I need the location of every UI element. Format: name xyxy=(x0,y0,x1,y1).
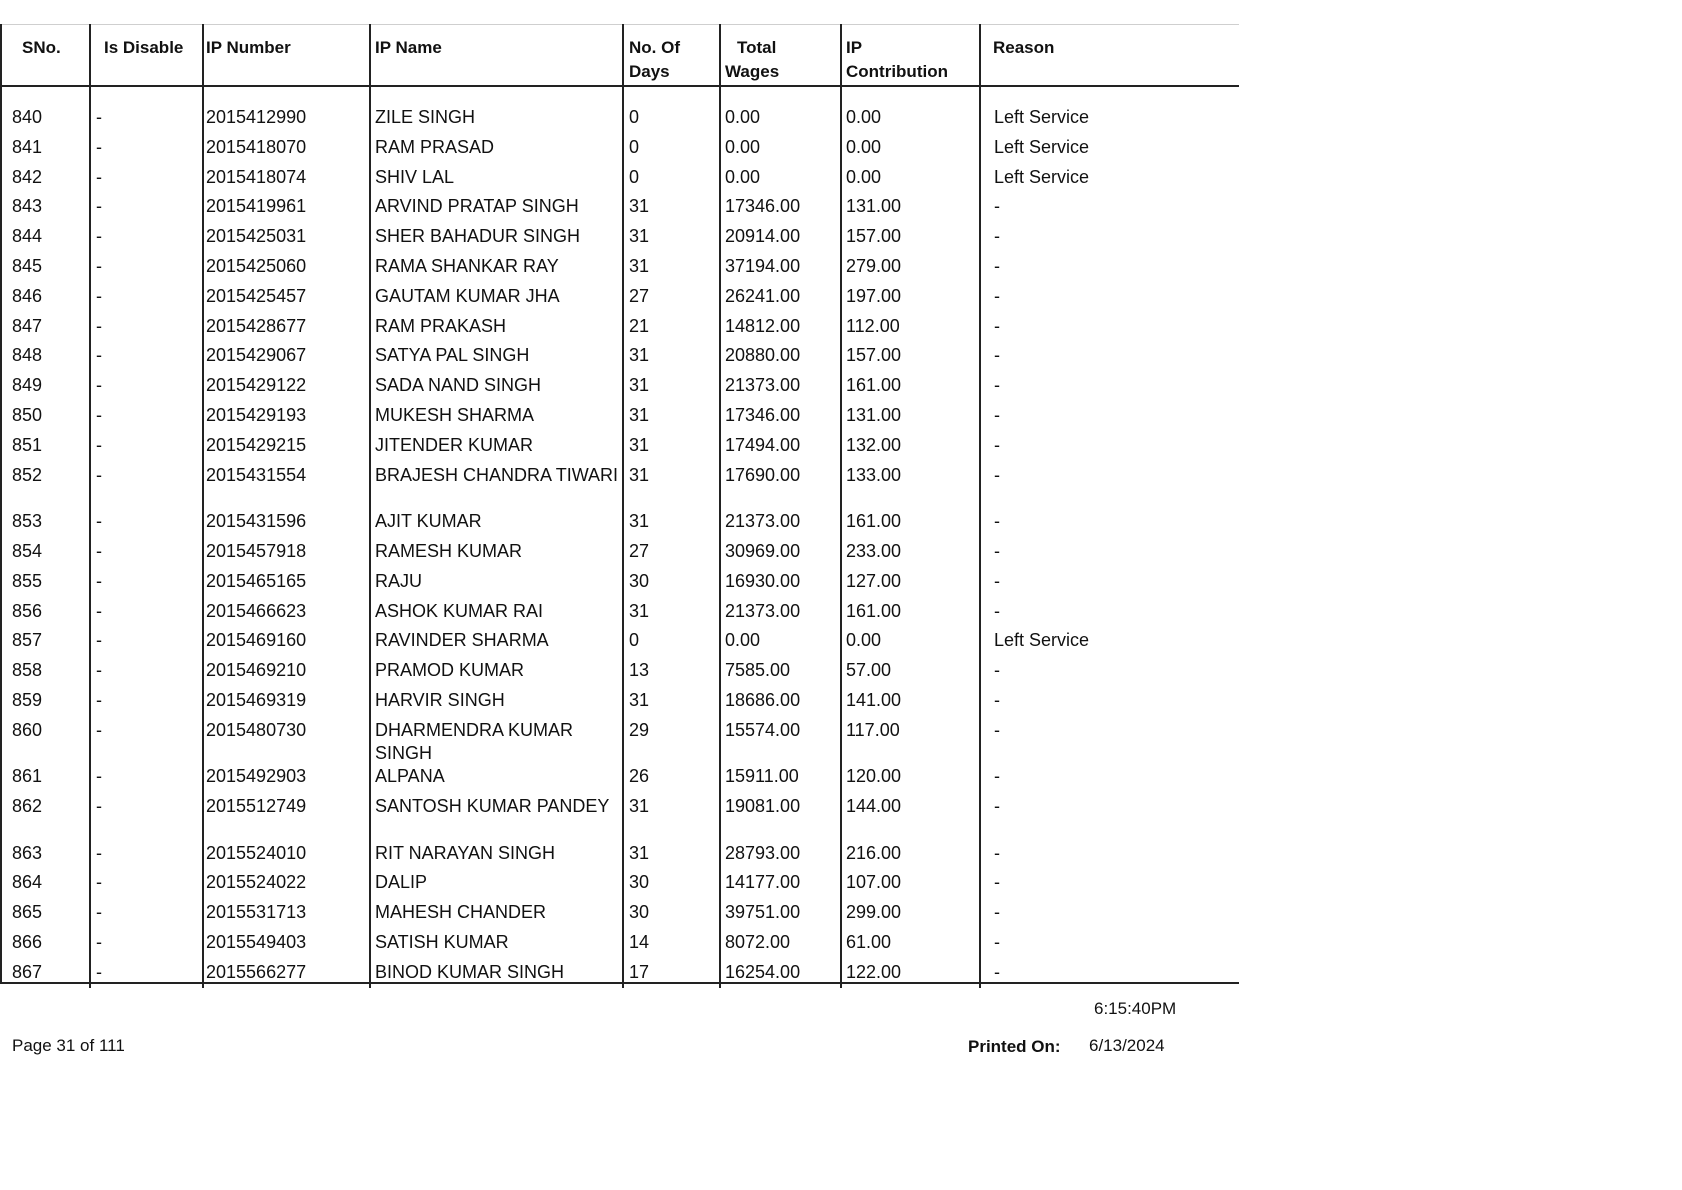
header-is-disable: Is Disable xyxy=(104,38,184,57)
row-ip-number: 2015429215 xyxy=(206,434,307,455)
row-total-wages: 0.00 xyxy=(725,107,761,127)
row-total-wages: 28793.00 xyxy=(725,842,801,863)
row-sno: 843 xyxy=(12,196,43,217)
row-ip-name: PRAMOD KUMAR xyxy=(375,660,525,681)
row-ip-contribution: 216.00 xyxy=(846,842,902,863)
row-days: 0 xyxy=(629,107,640,127)
header-no-of-days xyxy=(629,36,680,84)
row-sno: 842 xyxy=(12,166,43,187)
row-reason: - xyxy=(994,464,1000,485)
header-sno: SNo. xyxy=(22,38,61,57)
row-ip-contribution: 157.00 xyxy=(846,226,902,247)
row-ip-number: 2015524022 xyxy=(206,872,307,893)
row-reason: - xyxy=(994,570,1000,591)
row-days: 30 xyxy=(629,872,650,893)
row-ip-number: 2015418074 xyxy=(206,166,307,187)
row-reason: - xyxy=(994,285,1000,306)
row-days: 13 xyxy=(629,660,650,681)
row-sno: 855 xyxy=(12,570,43,591)
row-ip-name: SADA NAND SINGH xyxy=(375,375,542,396)
row-sno: 857 xyxy=(12,630,43,651)
row-reason: Left Service xyxy=(994,136,1090,157)
row-reason: - xyxy=(994,511,1000,532)
row-is-disable: - xyxy=(96,902,102,923)
row-reason: - xyxy=(994,375,1000,396)
row-ip-number: 2015566277 xyxy=(206,961,307,982)
row-days: 27 xyxy=(629,540,650,561)
row-ip-number: 2015512749 xyxy=(206,796,307,816)
row-is-disable: - xyxy=(96,872,102,893)
printed-date: 6/13/2024 xyxy=(1089,1036,1165,1055)
row-is-disable: - xyxy=(96,961,102,982)
row-is-disable: - xyxy=(96,285,102,306)
column-divider xyxy=(0,24,2,984)
row-ip-name: BINOD KUMAR SINGH xyxy=(375,961,565,982)
row-ip-name: AJIT KUMAR xyxy=(375,511,482,532)
row-days: 0 xyxy=(629,166,640,187)
row-is-disable: - xyxy=(96,464,102,485)
row-is-disable: - xyxy=(96,766,102,787)
row-reason: - xyxy=(994,719,1000,740)
top-rule xyxy=(0,24,1239,25)
row-days: 30 xyxy=(629,570,650,591)
row-total-wages: 39751.00 xyxy=(725,902,801,923)
row-is-disable: - xyxy=(96,136,102,157)
row-total-wages: 21373.00 xyxy=(725,600,801,621)
row-sno: 845 xyxy=(12,256,43,276)
header-ip-contribution xyxy=(846,36,948,84)
row-sno: 850 xyxy=(12,405,43,425)
row-reason: - xyxy=(994,902,1000,923)
row-is-disable: - xyxy=(96,434,102,455)
row-reason: - xyxy=(994,931,1000,952)
row-reason: - xyxy=(994,766,1000,787)
row-is-disable: - xyxy=(96,196,102,217)
row-ip-name: SANTOSH KUMAR PANDEY xyxy=(375,796,610,816)
row-is-disable: - xyxy=(96,600,102,621)
row-total-wages: 26241.00 xyxy=(725,285,801,306)
header-ip-name: IP Name xyxy=(375,38,442,57)
row-total-wages: 0.00 xyxy=(725,630,761,651)
row-sno: 859 xyxy=(12,689,43,710)
row-ip-number: 2015549403 xyxy=(206,931,307,952)
row-ip-number: 2015418070 xyxy=(206,136,307,157)
row-ip-name: RAMA SHANKAR RAY xyxy=(375,256,559,276)
header-reason: Reason xyxy=(993,38,1055,57)
row-reason: - xyxy=(994,540,1000,561)
column-divider xyxy=(979,24,981,988)
row-reason: - xyxy=(994,689,1000,710)
row-total-wages: 15911.00 xyxy=(725,766,799,787)
row-reason: Left Service xyxy=(994,107,1090,127)
row-ip-contribution: 197.00 xyxy=(846,285,902,306)
row-is-disable: - xyxy=(96,511,102,532)
row-ip-name: ARVIND PRATAP SINGH xyxy=(375,196,579,217)
row-sno: 867 xyxy=(12,961,43,982)
row-days: 21 xyxy=(629,315,650,336)
row-ip-contribution: 122.00 xyxy=(846,961,902,982)
row-sno: 847 xyxy=(12,315,43,336)
row-ip-name: MUKESH SHARMA xyxy=(375,405,535,425)
row-total-wages: 18686.00 xyxy=(725,689,801,710)
header-contrib-line2: Contribution xyxy=(846,62,948,81)
row-ip-number: 2015469210 xyxy=(206,660,307,681)
row-days: 31 xyxy=(629,511,650,532)
column-divider xyxy=(622,24,624,988)
row-ip-number: 2015425031 xyxy=(206,226,307,247)
row-total-wages: 14812.00 xyxy=(725,315,801,336)
row-ip-contribution: 0.00 xyxy=(846,630,882,651)
row-reason: - xyxy=(994,600,1000,621)
row-sno: 853 xyxy=(12,511,43,532)
row-total-wages: 17494.00 xyxy=(725,434,801,455)
row-sno: 864 xyxy=(12,872,43,893)
row-is-disable: - xyxy=(96,796,102,816)
row-ip-number: 2015429193 xyxy=(206,405,307,425)
header-wages-line1: Total xyxy=(737,38,777,57)
row-sno: 854 xyxy=(12,540,43,561)
row-reason: - xyxy=(994,196,1000,217)
row-ip-name: DHARMENDRA KUMAR SINGH xyxy=(375,719,574,763)
row-total-wages: 0.00 xyxy=(725,136,761,157)
row-is-disable: - xyxy=(96,375,102,396)
row-days: 26 xyxy=(629,766,650,787)
row-ip-name: SATISH KUMAR xyxy=(375,931,509,952)
row-ip-contribution: 131.00 xyxy=(846,405,902,425)
row-sno: 846 xyxy=(12,285,43,306)
row-reason: - xyxy=(994,660,1000,681)
row-sno: 848 xyxy=(12,345,43,366)
row-ip-name: SHER BAHADUR SINGH xyxy=(375,226,581,247)
header-wages-line2: Wages xyxy=(725,62,780,81)
row-ip-number: 2015419961 xyxy=(206,196,307,217)
row-ip-contribution: 107.00 xyxy=(846,872,902,893)
row-ip-contribution: 157.00 xyxy=(846,345,902,366)
row-total-wages: 21373.00 xyxy=(725,375,801,396)
row-reason: Left Service xyxy=(994,630,1090,651)
row-ip-number: 2015469319 xyxy=(206,689,307,710)
row-ip-name: RAMESH KUMAR xyxy=(375,540,523,561)
row-days: 30 xyxy=(629,902,650,923)
row-ip-number: 2015531713 xyxy=(206,902,307,923)
row-days: 31 xyxy=(629,375,650,396)
row-is-disable: - xyxy=(96,660,102,681)
printed-on-label: Printed On: xyxy=(968,1037,1061,1056)
row-sno: 844 xyxy=(12,226,43,247)
row-ip-contribution: 112.00 xyxy=(846,315,900,336)
row-ip-contribution: 161.00 xyxy=(846,511,902,532)
row-ip-number: 2015492903 xyxy=(206,766,307,787)
row-sno: 863 xyxy=(12,842,43,863)
row-ip-name: HARVIR SINGH xyxy=(375,689,505,710)
row-ip-number: 2015457918 xyxy=(206,540,307,561)
column-divider xyxy=(89,24,91,988)
row-days: 27 xyxy=(629,285,650,306)
row-reason: - xyxy=(994,256,1000,276)
row-days: 31 xyxy=(629,405,650,425)
row-ip-contribution: 0.00 xyxy=(846,166,882,187)
row-ip-name: ALPANA xyxy=(375,766,445,787)
row-sno: 862 xyxy=(12,796,43,816)
row-reason: - xyxy=(994,405,1000,425)
row-sno: 858 xyxy=(12,660,43,681)
header-total-wages xyxy=(725,36,780,84)
row-total-wages: 20880.00 xyxy=(725,345,801,366)
row-days: 17 xyxy=(629,961,650,982)
row-ip-name: GAUTAM KUMAR JHA xyxy=(375,285,560,306)
row-reason: Left Service xyxy=(994,166,1090,187)
row-ip-contribution: 133.00 xyxy=(846,464,902,485)
row-total-wages: 17346.00 xyxy=(725,405,801,425)
row-total-wages: 16930.00 xyxy=(725,570,801,591)
row-reason: - xyxy=(994,872,1000,893)
row-ip-name: RAM PRAKASH xyxy=(375,315,507,336)
row-reason: - xyxy=(994,345,1000,366)
row-is-disable: - xyxy=(96,931,102,952)
row-reason: - xyxy=(994,226,1000,247)
row-reason: - xyxy=(994,434,1000,455)
row-ip-number: 2015465165 xyxy=(206,570,307,591)
row-sno: 865 xyxy=(12,902,43,923)
row-days: 31 xyxy=(629,796,650,816)
row-ip-contribution: 132.00 xyxy=(846,434,902,455)
row-ip-name: RAVINDER SHARMA xyxy=(375,630,549,651)
row-days: 31 xyxy=(629,345,650,366)
row-ip-contribution: 120.00 xyxy=(846,766,902,787)
row-ip-number: 2015480730 xyxy=(206,719,307,740)
row-ip-number: 2015412990 xyxy=(206,107,307,127)
row-ip-name: ASHOK KUMAR RAI xyxy=(375,600,544,621)
row-is-disable: - xyxy=(96,570,102,591)
row-is-disable: - xyxy=(96,630,102,651)
row-ip-contribution: 161.00 xyxy=(846,600,902,621)
row-total-wages: 14177.00 xyxy=(725,872,801,893)
row-total-wages: 17690.00 xyxy=(725,464,801,485)
row-reason: - xyxy=(994,315,1000,336)
row-ip-number: 2015429122 xyxy=(206,375,307,396)
row-ip-number: 2015466623 xyxy=(206,600,307,621)
row-is-disable: - xyxy=(96,315,102,336)
header-days-line2: Days xyxy=(629,62,670,81)
row-ip-name: RAM PRASAD xyxy=(375,136,495,157)
row-ip-name: RIT NARAYAN SINGH xyxy=(375,842,556,863)
row-sno: 840 xyxy=(12,107,43,127)
row-days: 31 xyxy=(629,434,650,455)
row-days: 31 xyxy=(629,256,650,276)
row-ip-number: 2015431596 xyxy=(206,511,307,532)
row-ip-contribution: 127.00 xyxy=(846,570,902,591)
row-days: 31 xyxy=(629,842,650,863)
row-total-wages: 37194.00 xyxy=(725,256,801,276)
column-divider xyxy=(719,24,721,988)
header-contrib-line1: IP xyxy=(846,38,863,57)
row-total-wages: 30969.00 xyxy=(725,540,801,561)
row-sno: 861 xyxy=(12,766,43,787)
row-total-wages: 19081.00 xyxy=(725,796,801,816)
row-is-disable: - xyxy=(96,719,102,740)
row-ip-contribution: 233.00 xyxy=(846,540,902,561)
row-is-disable: - xyxy=(96,405,102,425)
row-days: 31 xyxy=(629,600,650,621)
row-days: 14 xyxy=(629,931,650,952)
row-sno: 852 xyxy=(12,464,43,485)
row-ip-contribution: 144.00 xyxy=(846,796,902,816)
row-sno: 866 xyxy=(12,931,43,952)
row-is-disable: - xyxy=(96,345,102,366)
row-ip-name: ZILE SINGH xyxy=(375,107,476,127)
row-is-disable: - xyxy=(96,226,102,247)
row-ip-number: 2015469160 xyxy=(206,630,307,651)
row-ip-name: JITENDER KUMAR xyxy=(375,434,534,455)
row-ip-name: DALIP xyxy=(375,872,428,893)
row-days: 31 xyxy=(629,226,650,247)
row-ip-contribution: 117.00 xyxy=(846,719,900,740)
row-is-disable: - xyxy=(96,166,102,187)
row-total-wages: 17346.00 xyxy=(725,196,801,217)
row-ip-name: SATYA PAL SINGH xyxy=(375,345,530,366)
row-total-wages: 21373.00 xyxy=(725,511,801,532)
row-sno: 860 xyxy=(12,719,43,740)
row-total-wages: 0.00 xyxy=(725,166,761,187)
row-ip-contribution: 131.00 xyxy=(846,196,902,217)
row-total-wages: 15574.00 xyxy=(725,719,801,740)
row-sno: 841 xyxy=(12,136,43,157)
row-days: 31 xyxy=(629,196,650,217)
header-rule xyxy=(0,85,1239,87)
row-total-wages: 8072.00 xyxy=(725,931,791,952)
row-is-disable: - xyxy=(96,540,102,561)
header-ip-number: IP Number xyxy=(206,38,291,57)
row-sno: 849 xyxy=(12,375,43,396)
row-ip-contribution: 57.00 xyxy=(846,660,892,681)
row-reason: - xyxy=(994,796,1000,816)
row-ip-name: BRAJESH CHANDRA TIWARI xyxy=(375,464,619,485)
row-days: 31 xyxy=(629,464,650,485)
row-ip-contribution: 0.00 xyxy=(846,107,882,127)
row-days: 31 xyxy=(629,689,650,710)
row-ip-number: 2015429067 xyxy=(206,345,307,366)
row-is-disable: - xyxy=(96,256,102,276)
row-sno: 856 xyxy=(12,600,43,621)
row-ip-contribution: 61.00 xyxy=(846,931,892,952)
row-days: 0 xyxy=(629,136,640,157)
header-days-line1: No. Of xyxy=(629,38,680,57)
row-ip-contribution: 0.00 xyxy=(846,136,882,157)
row-ip-number: 2015524010 xyxy=(206,842,307,863)
row-ip-number: 2015431554 xyxy=(206,464,307,485)
row-ip-number: 2015425457 xyxy=(206,285,307,306)
row-ip-name: SHIV LAL xyxy=(375,166,455,187)
page-number: Page 31 of 111 xyxy=(12,1036,125,1055)
row-total-wages: 20914.00 xyxy=(725,226,801,247)
row-is-disable: - xyxy=(96,689,102,710)
column-divider xyxy=(202,24,204,988)
row-ip-contribution: 161.00 xyxy=(846,375,902,396)
print-time: 6:15:40PM xyxy=(1094,999,1177,1018)
row-ip-contribution: 141.00 xyxy=(846,689,902,710)
row-total-wages: 16254.00 xyxy=(725,961,801,982)
row-ip-number: 2015428677 xyxy=(206,315,307,336)
row-ip-contribution: 279.00 xyxy=(846,256,902,276)
row-ip-name: RAJU xyxy=(375,570,423,591)
row-days: 29 xyxy=(629,719,650,740)
row-ip-contribution: 299.00 xyxy=(846,902,902,923)
row-ip-name: MAHESH CHANDER xyxy=(375,902,547,923)
column-divider xyxy=(369,24,371,988)
row-reason: - xyxy=(994,961,1000,982)
row-is-disable: - xyxy=(96,842,102,863)
column-divider xyxy=(840,24,842,988)
row-total-wages: 7585.00 xyxy=(725,660,791,681)
row-is-disable: - xyxy=(96,107,102,127)
row-sno: 851 xyxy=(12,434,43,455)
row-ip-number: 2015425060 xyxy=(206,256,307,276)
row-days: 0 xyxy=(629,630,640,651)
row-reason: - xyxy=(994,842,1000,863)
